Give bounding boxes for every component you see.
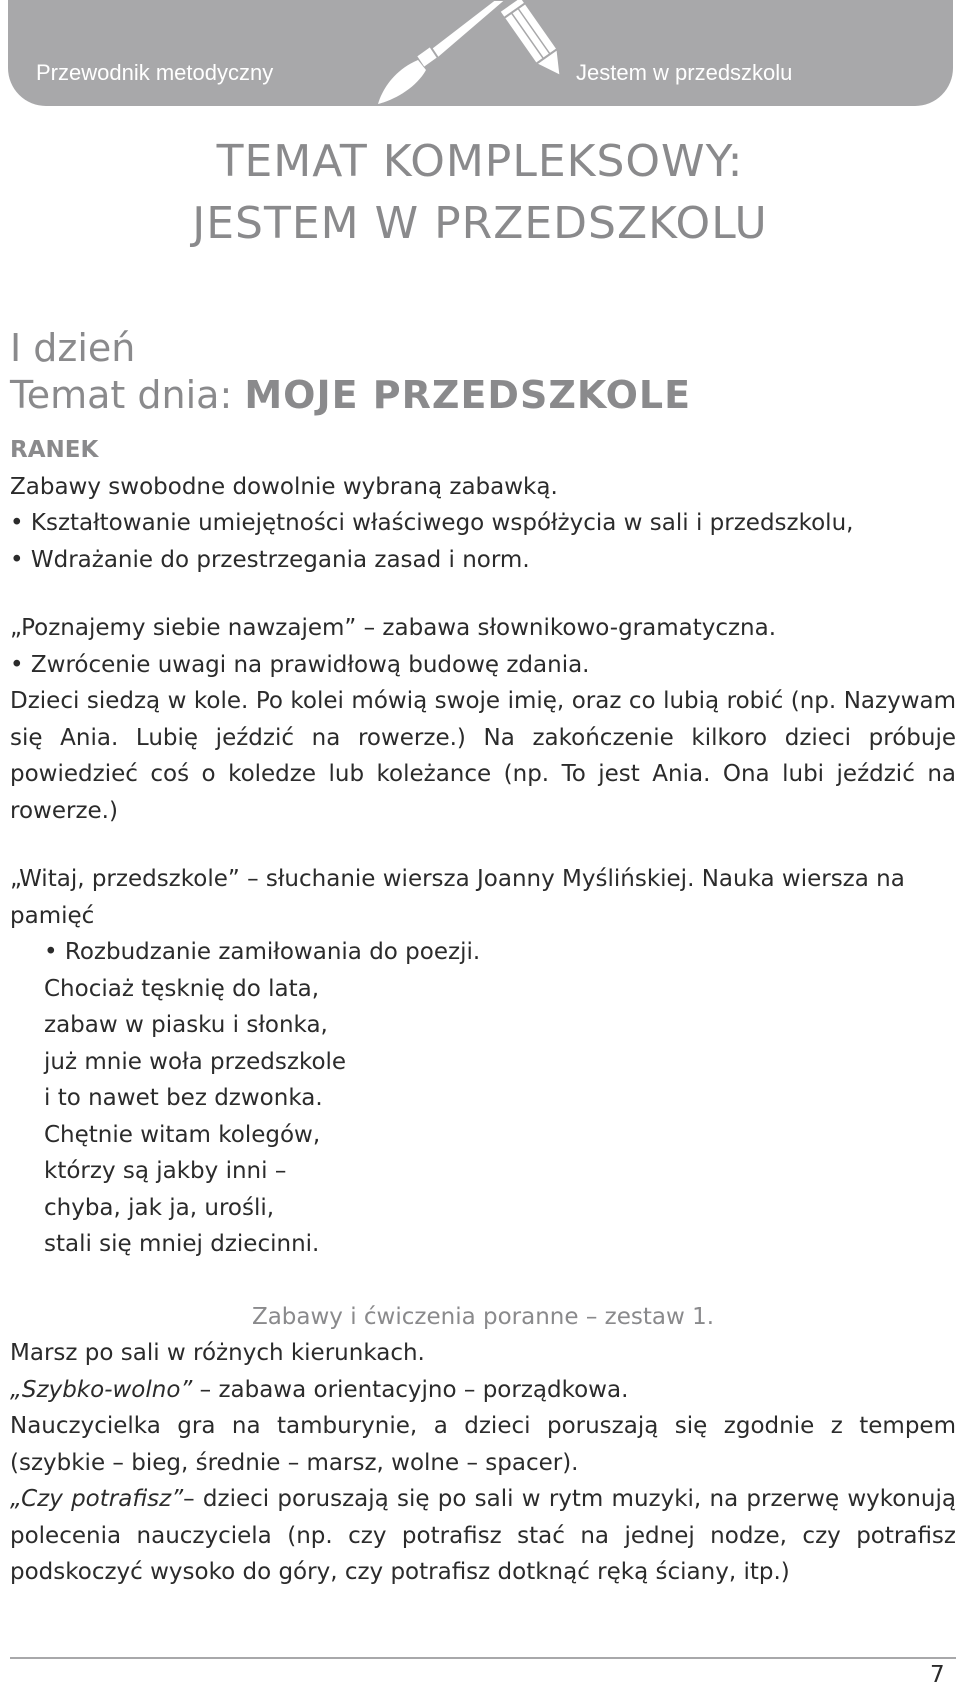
poem-line: Chociaż tęsknię do lata,	[44, 975, 320, 1002]
page-header	[8, 0, 953, 106]
header-left-label: Przewodnik metodyczny	[36, 60, 274, 85]
zabawy-heading: Zabawy i ćwiczenia poranne – zestaw 1.	[251, 1303, 715, 1330]
czy-potrafisz-paragraph	[10, 1481, 956, 1591]
poznajemy-bullet: • Zwrócenie uwagi na prawidłową budowę zdania.	[10, 651, 590, 678]
footer-divider	[10, 1657, 956, 1659]
document-body	[10, 432, 956, 1591]
szybko-wolno-line	[10, 1372, 956, 1409]
poznajemy-paragraph: Dzieci siedzą w kole. Po kolei mówią swoje imię, oraz co lubią robić (np. Nazywam się Ania. Lubię jeździć na rowerze.) Na zakończenie kilkoro dzieci próbuje powiedzieć coś o koledze lub koleżance (np. To jest Ania. Ona lubi jeździć na rowerze.)	[10, 688, 956, 824]
poem-line: Chętnie witam kolegów,	[44, 1121, 321, 1148]
header-right-label: Jestem w przedszkolu	[576, 60, 793, 85]
witaj-title: „Witaj, przedszkole” – słuchanie wiersza Joanny Myślińskiej. Nauka wiersza na pamięć	[10, 866, 905, 929]
topic-prefix: Temat dnia:	[10, 373, 245, 417]
section-heading-ranek: RANEK	[10, 437, 99, 463]
poem-line: i to nawet bez dzwonka.	[44, 1085, 323, 1111]
day-label: I dzień	[10, 326, 136, 370]
main-title-line-1: TEMAT KOMPLEKSOWY:	[216, 136, 744, 187]
ranek-bullet-2: • Wdrażanie do przestrzegania zasad i norm.	[10, 546, 530, 573]
czy-potrafisz-title: „Czy potrafisz”	[10, 1486, 184, 1512]
poem-line: stali się mniej dziecinni.	[44, 1231, 320, 1257]
ranek-activity: Zabawy swobodne dowolnie wybraną zabawką.	[10, 473, 558, 500]
ranek-bullet-1: • Kształtowanie umiejętności właściwego współżycia w sali i przedszkolu,	[10, 510, 854, 536]
poem-line: chyba, jak ja, urośli,	[44, 1194, 275, 1221]
paintbrush-pencil-icon	[374, 0, 584, 106]
szybko-wolno-title: „Szybko-wolno”	[10, 1376, 193, 1403]
main-title-line-2: JESTEM W PRZEDSZKOLU	[192, 198, 768, 249]
zabawy-paragraph-1: Nauczycielka gra na tamburynie, a dzieci poruszają się zgodnie z tempem (szybkie – bieg, średnie – marsz, wolne – spacer).	[10, 1413, 956, 1476]
zabawy-line-1: Marsz po sali w różnych kierunkach.	[10, 1340, 425, 1366]
witaj-bullet: • Rozbudzanie zamiłowania do poezji.	[44, 939, 481, 965]
poem-line: zabaw w piasku i słonka,	[44, 1012, 328, 1038]
topic-name: MOJE PRZEDSZKOLE	[244, 373, 692, 417]
day-topic	[10, 373, 691, 417]
poznajemy-title: „Poznajemy siebie nawzajem” – zabawa słownikowo-gramatyczna.	[10, 615, 777, 641]
page-number: 7	[930, 1662, 945, 1688]
poem-line: którzy są jakby inni –	[44, 1158, 287, 1184]
poem-line: już mnie woła przedszkole	[44, 1048, 347, 1075]
czy-potrafisz-rest: – dzieci poruszają się po sali w rytm muzyki, na przerwę wykonują polecenia nauczyciela (np. czy potrafisz stać na jednej nodze, czy potrafisz podskoczyć wysoko do góry, czy potrafisz dotknąć ręką ściany, itp.)	[10, 1486, 956, 1585]
szybko-wolno-rest: – zabawa orientacyjno – porządkowa.	[192, 1376, 629, 1403]
